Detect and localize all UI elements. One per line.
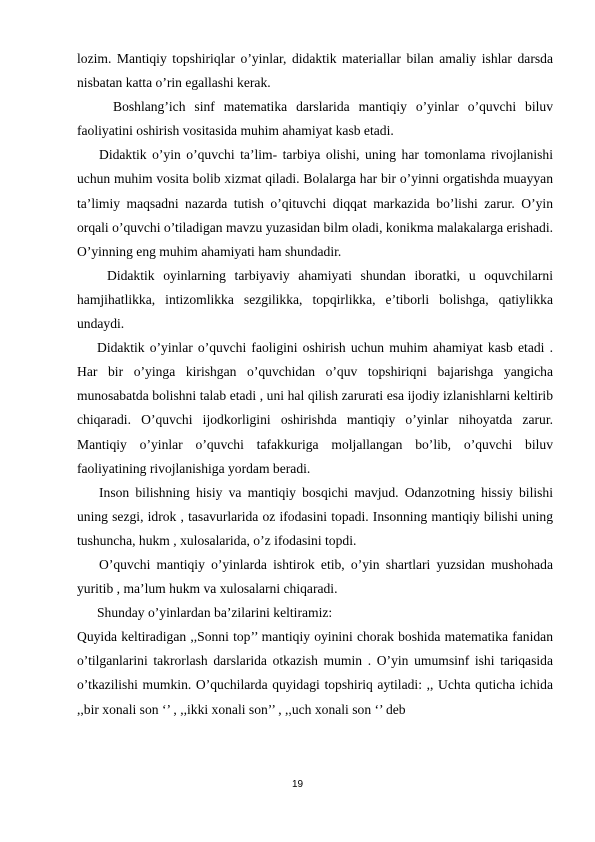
paragraph: Boshlang’ich sinf matematika darslarida mantiqiy o’yinlar o’quvchi biluv faoliyatini oshirish vositasida muhim ahamiyat kasb etadi. bbox=[77, 99, 553, 139]
paragraph: Quyida keltiradigan ,,Sonni top’’ mantiqiy oyinini chorak boshida matematika fanidan o’tilganlarini takrorlash darslarida otkazish mumin . O’yin umumsinf ishi tariqasida o’tkazilishi mumkin. O’quchilarda quyidagi topshiriq aytiladi: ,, Uchta qutichа ichida ,,bir xonali son ‘’ , ,,ikki xonali son’’ , ,,uch xonali son ‘’ deb bbox=[77, 629, 553, 717]
paragraph: lozim. Mantiqiy topshiriqlar o’yinlar, didaktik materiallar bilan amaliy ishlar darsda nisbatan katta o’rin egallashi kerak. bbox=[77, 51, 553, 91]
page-number: 19 bbox=[291, 779, 304, 790]
paragraph: O’quvchi mantiqiy o’yinlarda ishtirok etib, o’yin shartlari yuzsidan mushohada yuritib , ma’lum hukm va xulosalarni chiqaradi. bbox=[77, 556, 553, 597]
paragraph: Didaktik o’yin o’quvchi ta’lim- tarbiya olishi, uning har tomonlama rivojlanishi uchun muhim vosita bolib xizmat qiladi. Bolalarga har bir o’yinni orgatishda muayyan ta’limiy maqsadni nazarda tutish o’qituvchi diqqat markazida bo’lishi zarur. O’yin orqali o’quvchi o’tiladigan mavzu yuzasidan bilm oladi, konikma malakalarga erishadi. O’yinning eng muhim ahamiyati ham shundadir. bbox=[77, 147, 553, 259]
paragraph: Inson bilishning hisiy va mantiqiy bosqichi mavjud. Odanzotning hissiy bilishi uning sezgi, idrok , tasavurlarida oz ifodasini topadi. Insonning mantiqiy bilishi uning tushuncha, hukm , xulosalarida, o’z ifodasini topdi. bbox=[77, 484, 553, 548]
paragraph: Didaktik oyinlarning tarbiyaviy ahamiyati shundan iboratki, u oquvchilarni hamjihatlikka, intizomlikka sezgilikka, topqirlikka, e’tiborli bolishga, qatiylikka undaydi. bbox=[77, 267, 553, 332]
body-text bbox=[77, 47, 553, 722]
paragraph: Shunday o’yinlardan ba’zilarini keltiramiz: bbox=[97, 605, 333, 621]
paragraph: Didaktik o’yinlar o’quvchi faoligini oshirish uchun muhim ahamiyat kasb etadi . Har bir o’yinga kirishgan o’quvchidan o’quv topshiriqni bajarishga yangicha munosabatda bolishni talab etadi , uni hal qilish zarurati esa ijodiy izlanishlarni keltirib chiqaradi. O’quvchi ijodkorligini oshirishda mantiqiy o’yinlar nihoyatda zarur. Mantiqiy o’yinlar o’quvchi tafakkuriga moljallangan bo’lib, o’quvchi biluv faoliyatining rivojlanishiga yordam beradi. bbox=[77, 340, 553, 476]
